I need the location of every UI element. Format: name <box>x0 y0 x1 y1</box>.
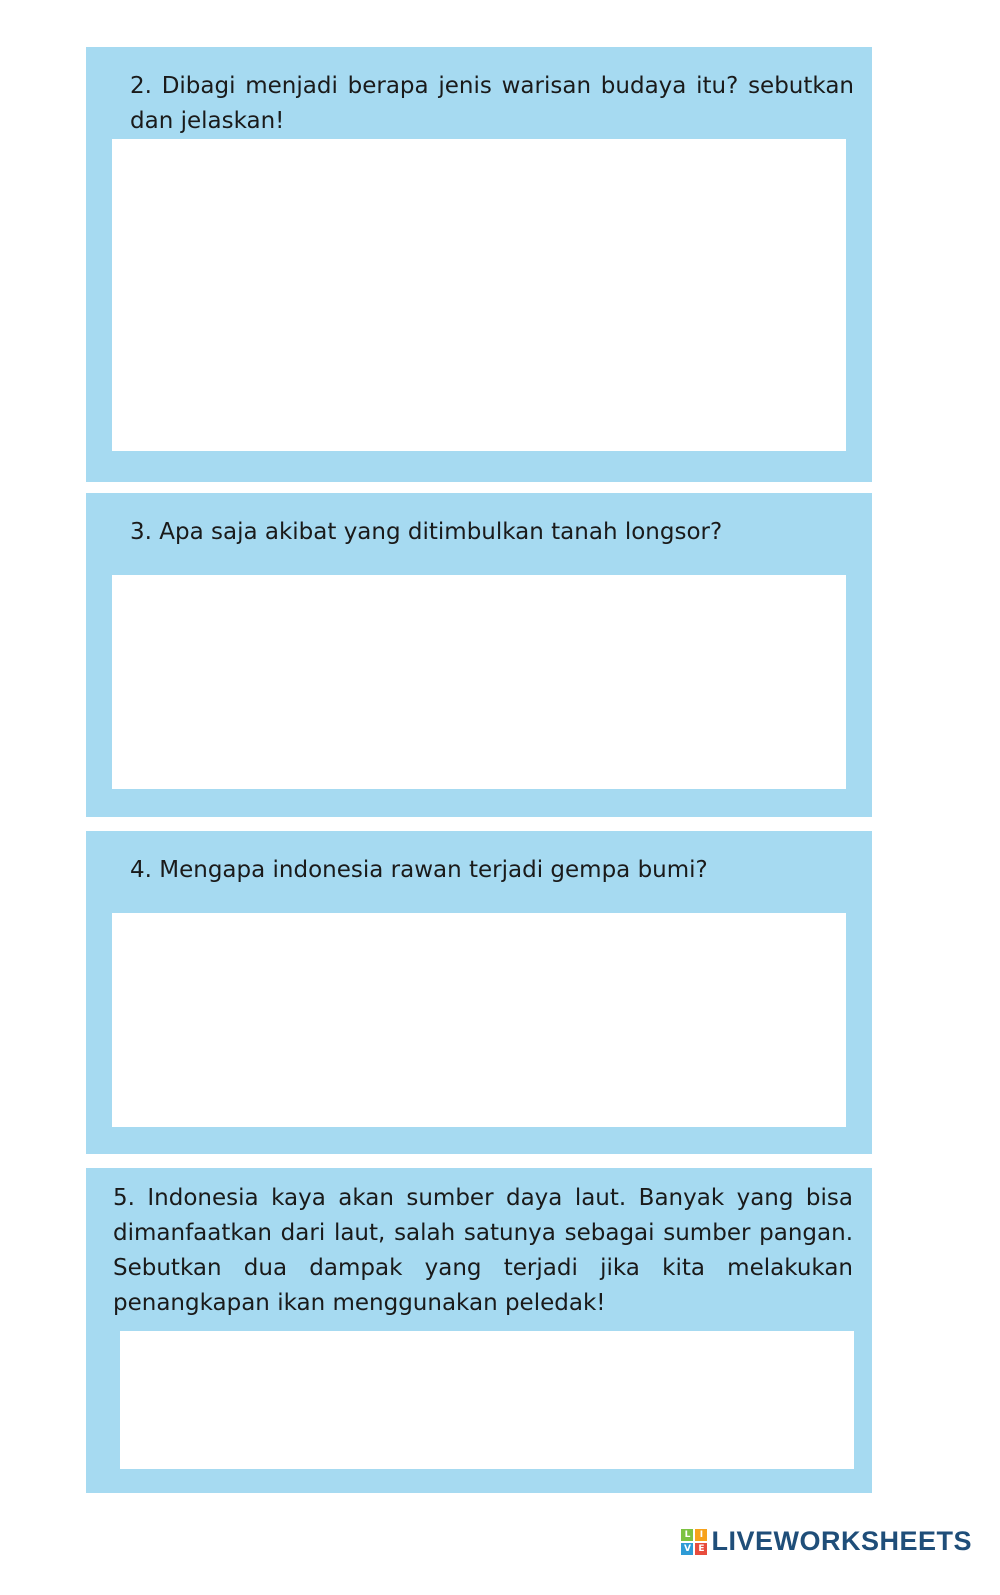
logo-tile-l: L <box>681 1529 693 1541</box>
question-text-4: 4. Mengapa indonesia rawan terjadi gempa bumi? <box>130 857 708 883</box>
liveworksheets-logo-icon <box>681 1529 707 1555</box>
liveworksheets-brand <box>681 1526 972 1557</box>
question-card-3 <box>86 493 872 817</box>
answer-box-4[interactable] <box>112 913 846 1127</box>
logo-tile-v: V <box>681 1543 693 1555</box>
logo-tile-i: I <box>695 1529 707 1541</box>
question-text-5: 5. Indonesia kaya akan sumber daya laut. Banyak yang bisa dimanfaatkan dari laut, salah satunya sebagai sumber pangan. Sebutkan dua dampak yang terjadi jika kita melakukan penangkapan ikan menggunakan peledak! <box>113 1185 853 1316</box>
question-card-5 <box>86 1168 872 1493</box>
question-card-4 <box>86 831 872 1154</box>
answer-box-5[interactable] <box>120 1331 854 1469</box>
logo-tile-e: E <box>695 1543 707 1555</box>
answer-box-2[interactable] <box>112 139 846 451</box>
question-text-3: 3. Apa saja akibat yang ditimbulkan tanah longsor? <box>130 519 723 545</box>
question-card-2 <box>86 47 872 482</box>
question-text-2: 2. Dibagi menjadi berapa jenis warisan budaya itu? sebutkan dan jelaskan! <box>130 73 854 134</box>
answer-box-3[interactable] <box>112 575 846 789</box>
brand-name: LIVEWORKSHEETS <box>711 1526 972 1556</box>
